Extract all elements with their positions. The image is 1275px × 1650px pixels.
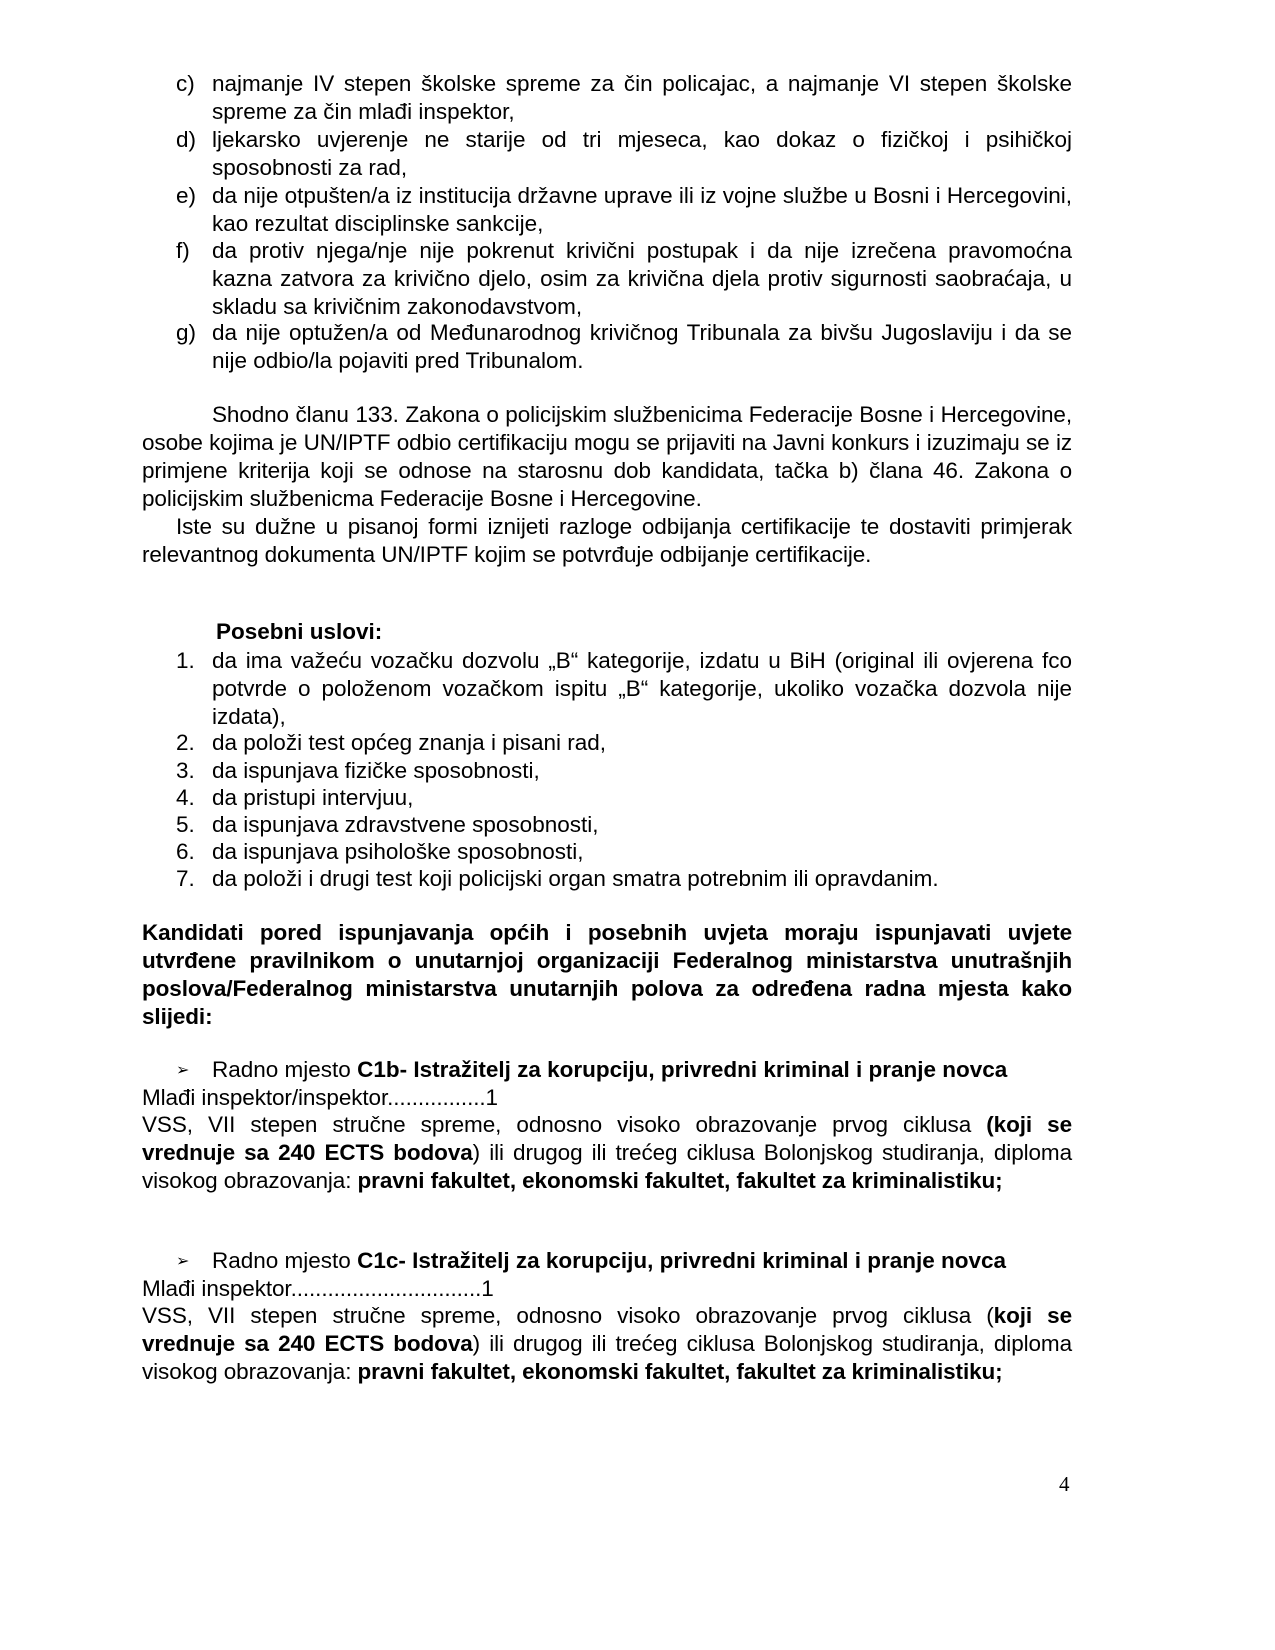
paragraph-shodno: Shodno članu 133. Zakona o policijskim službenicima Federacije Bosne i Hercegovine, osobe kojima je UN/IPTF odbio certifikaciju mogu se prijaviti na Javni konkurs i izuzimaju se iz primjene kriterija koji se odnose na starosnu dob kandidata, tačka b) člana 46. Zakona o policijskim službenicma Federacije Bosne i Hercegovine. — [142, 402, 1072, 511]
list-text: da položi test općeg znanja i pisani rad, — [212, 730, 607, 755]
paragraph-kandidati: Kandidati pored ispunjavanja općih i posebnih uvjeta moraju ispunjavati uvjete utvrđene pravilnikom o unutarnjoj organizaciji Federalnog ministarstva unutrašnjih poslova/Federalnog ministarstva unutarnjih polova za određena radna mjesta kako slijedi: — [142, 920, 1072, 1029]
list-text: da pristupi intervjuu, — [212, 785, 414, 810]
position-title: C1c- Istražitelj za korupciju, privredni kriminal i pranje novca — [357, 1248, 1007, 1273]
list-marker: d) — [176, 127, 197, 152]
arrow-bullet-icon: ➢ — [176, 1062, 190, 1079]
req-bold-text: (koji se vrednuje sa 240 ECTS bodova — [142, 1112, 1072, 1165]
list-marker: 7. — [176, 866, 195, 891]
position-heading-c1c — [142, 1247, 1072, 1275]
list-text: da nije otpušten/a iz institucija državne uprave ili iz vojne službe u Bosni i Hercegovini, kao rezultat disciplinske sankcije, — [212, 183, 1072, 236]
list-item-c — [142, 70, 1072, 126]
req-text: ) ili drugog ili trećeg ciklusa Bolonjskog studiranja, diploma visokog obrazovanja: — [142, 1331, 1072, 1384]
page-number: 4 — [1059, 1472, 1070, 1496]
list-text: da ispunjava fizičke sposobnosti, — [212, 758, 540, 783]
list-item-7 — [142, 865, 1072, 893]
position-requirements-c1c — [142, 1302, 1072, 1386]
section-heading-posebni-uslovi: Posebni uslovi: — [216, 619, 383, 644]
list-item-4 — [142, 784, 1072, 812]
list-marker: g) — [176, 320, 197, 345]
req-text: VSS, VII stepen stručne spreme, odnosno visoko obrazovanje prvog ciklusa — [142, 1112, 987, 1137]
list-marker: 6. — [176, 839, 195, 864]
list-item-3 — [142, 757, 1072, 785]
list-item-g — [142, 319, 1072, 375]
req-text: VSS, VII stepen stručne spreme, odnosno visoko obrazovanje prvog ciklusa ( — [142, 1303, 994, 1328]
position-requirements-c1b — [142, 1111, 1072, 1195]
position-rank-c1c: Mlađi inspektor...............................1 — [142, 1276, 494, 1301]
position-rank-c1b: Mlađi inspektor/inspektor................1 — [142, 1085, 498, 1110]
position-prefix: Radno mjesto — [212, 1057, 358, 1082]
list-item-1 — [142, 647, 1072, 731]
list-item-2 — [142, 729, 1072, 757]
list-item-6 — [142, 838, 1072, 866]
position-prefix: Radno mjesto — [212, 1248, 358, 1273]
list-item-d — [142, 126, 1072, 182]
list-text: da ima važeću vozačku dozvolu „B“ kategorije, izdatu u BiH (original ili ovjerena fco potvrde o položenom vozačkom ispitu „B“ kategorije, ukoliko vozačka dozvola nije izdata), — [212, 648, 1072, 729]
list-marker: 5. — [176, 812, 195, 837]
list-text: najmanje IV stepen školske spreme za čin policajac, a najmanje VI stepen školske spreme za čin mlađi inspektor, — [212, 71, 1072, 124]
position-title: C1b- Istražitelj za korupciju, privredni kriminal i pranje novca — [357, 1057, 1008, 1082]
list-item-5 — [142, 811, 1072, 839]
list-marker: f) — [176, 238, 190, 263]
list-text: da ispunjava psihološke sposobnosti, — [212, 839, 584, 864]
list-marker: e) — [176, 183, 197, 208]
list-text: da protiv njega/nje nije pokrenut krivični postupak i da nije izrečena pravomoćna kazna zatvora za krivično djelo, osim za krivična djela protiv sigurnosti saobraćaja, u skladu sa krivičnim zakonodavstvom, — [212, 238, 1072, 319]
req-bold-text: pravni fakultet, ekonomski fakultet, fakultet za kriminalistiku; — [357, 1168, 1003, 1193]
arrow-bullet-icon: ➢ — [176, 1253, 190, 1270]
list-marker: c) — [176, 71, 195, 96]
position-heading-c1b — [142, 1056, 1072, 1084]
list-text: da nije optužen/a od Međunarodnog krivičnog Tribunala za bivšu Jugoslaviju i da se nije odbio/la pojaviti pred Tribunalom. — [212, 320, 1072, 373]
list-marker: 3. — [176, 758, 195, 783]
req-bold-text: koji se vrednuje sa 240 ECTS bodova — [142, 1303, 1072, 1356]
paragraph-iste: Iste su dužne u pisanoj formi iznijeti razloge odbijanja certifikacije te dostaviti primjerak relevantnog dokumenta UN/IPTF kojim se potvrđuje odbijanje certifikacije. — [142, 514, 1072, 567]
list-marker: 1. — [176, 648, 195, 673]
list-text: ljekarsko uvjerenje ne starije od tri mjeseca, kao dokaz o fizičkoj i psihičkoj sposobnosti za rad, — [212, 127, 1072, 180]
list-marker: 2. — [176, 730, 195, 755]
list-item-e — [142, 182, 1072, 238]
list-text: da položi i drugi test koji policijski organ smatra potrebnim ili opravdanim. — [212, 866, 939, 891]
req-text: ) ili drugog ili trećeg ciklusa Bolonjskog studiranja, diploma visokog obrazovanja: — [142, 1140, 1072, 1193]
list-item-f — [142, 237, 1072, 321]
list-marker: 4. — [176, 785, 195, 810]
list-text: da ispunjava zdravstvene sposobnosti, — [212, 812, 599, 837]
req-bold-text: pravni fakultet, ekonomski fakultet, fakultet za kriminalistiku; — [357, 1359, 1003, 1384]
